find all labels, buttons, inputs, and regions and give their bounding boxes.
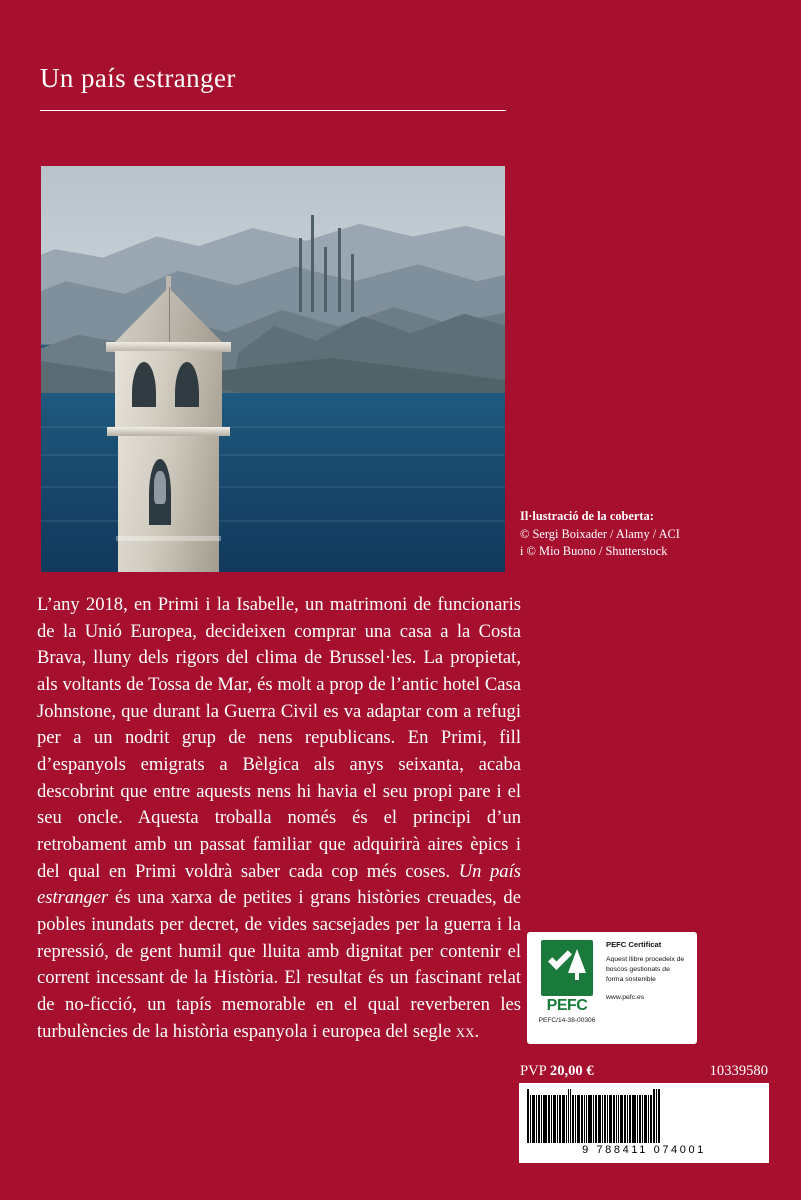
illustration-trees	[292, 207, 366, 313]
pefc-logo-area	[536, 940, 598, 1036]
isbn-barcode	[519, 1083, 769, 1163]
tower-bell	[154, 471, 167, 504]
pefc-title: PEFC Certificat	[606, 940, 662, 949]
pefc-description: Aquest llibre procedeix de boscos gestionats de forma sostenible	[606, 956, 685, 983]
price-row	[520, 1063, 768, 1080]
cover-credit-heading: Il·lustració de la coberta:	[520, 509, 654, 523]
price-label-wrap	[520, 1063, 594, 1080]
title-divider	[40, 110, 506, 111]
pefc-certification-badge	[527, 932, 697, 1044]
isbn-digits: 9 788411 074001	[582, 1144, 706, 1156]
internal-code: 10339580	[709, 1063, 768, 1079]
pefc-text-area	[606, 940, 688, 1036]
blurb-century: xx	[455, 1020, 475, 1042]
blurb-part-2: és una xarxa de petites i grans històries creuades, de pobles inundats per decret, de vides sacsejades per la guerra i la repressió, de gent humil que lluita amb dignitat per contenir el corrent incessant de la Història. El resultat és un fascinant relat de no-ficció, un tapís memorable en el qual reverberen les turbulències de la història espanyola i europea del segle	[37, 887, 521, 1042]
price-value: 20,00 €	[549, 1063, 594, 1079]
blurb-part-3: .	[474, 1020, 480, 1042]
cover-credit-line-1: © Sergi Boixader / Alamy / ACI	[520, 526, 680, 541]
belfry-arch-left	[132, 362, 156, 407]
pefc-wordmark: PEFC	[546, 997, 588, 1014]
blurb-part-1: L’any 2018, en Primi i la Isabelle, un matrimoni de funcionaris de la Unió Europea, decideixen comprar una casa a la Costa Brava, lluny dels rigors del clima de Brussel·les. La propietat, als voltants de Tossa de Mar, és molt a prop de l’antic hotel Casa Johnstone, que durant la Guerra Civil es va adaptar com a refugi per a un nodrit grup de nens republicans. En Primi, fill d’espanyols emigrats a Bèlgica als anys seixanta, acaba descobrint que entre aquests nens hi havia el seu propi pare i el seu oncle. Aquesta troballa només és el principi d’un retrobament amb un passat familiar que adquirirà aires èpics i del qual en Primi voldrà saber cada cop més coses.	[37, 594, 521, 882]
pefc-tree-check-icon	[541, 940, 593, 996]
illustration-church-tower	[106, 276, 231, 572]
tower-spire-edge	[169, 287, 170, 343]
barcode-bars	[527, 1089, 761, 1143]
cover-credit-block	[520, 508, 770, 561]
title-block	[40, 62, 506, 111]
blurb-italic-title: Un país estranger	[37, 860, 521, 909]
belfry-arch-right	[175, 362, 199, 407]
pefc-url: www.pefc.es	[606, 993, 645, 1001]
tower-mid-cornice	[107, 427, 230, 436]
cover-credit-line-2: i © Mio Buono / Shutterstock	[520, 544, 668, 559]
price-label: PVP	[520, 1063, 547, 1079]
cover-illustration	[41, 166, 505, 572]
tower-belfry	[115, 351, 223, 428]
tower-band	[116, 536, 221, 540]
pefc-code: PEFC/14-38-00306	[538, 1017, 596, 1024]
blurb-text	[37, 592, 521, 1045]
page-title: Un país estranger	[40, 63, 236, 93]
